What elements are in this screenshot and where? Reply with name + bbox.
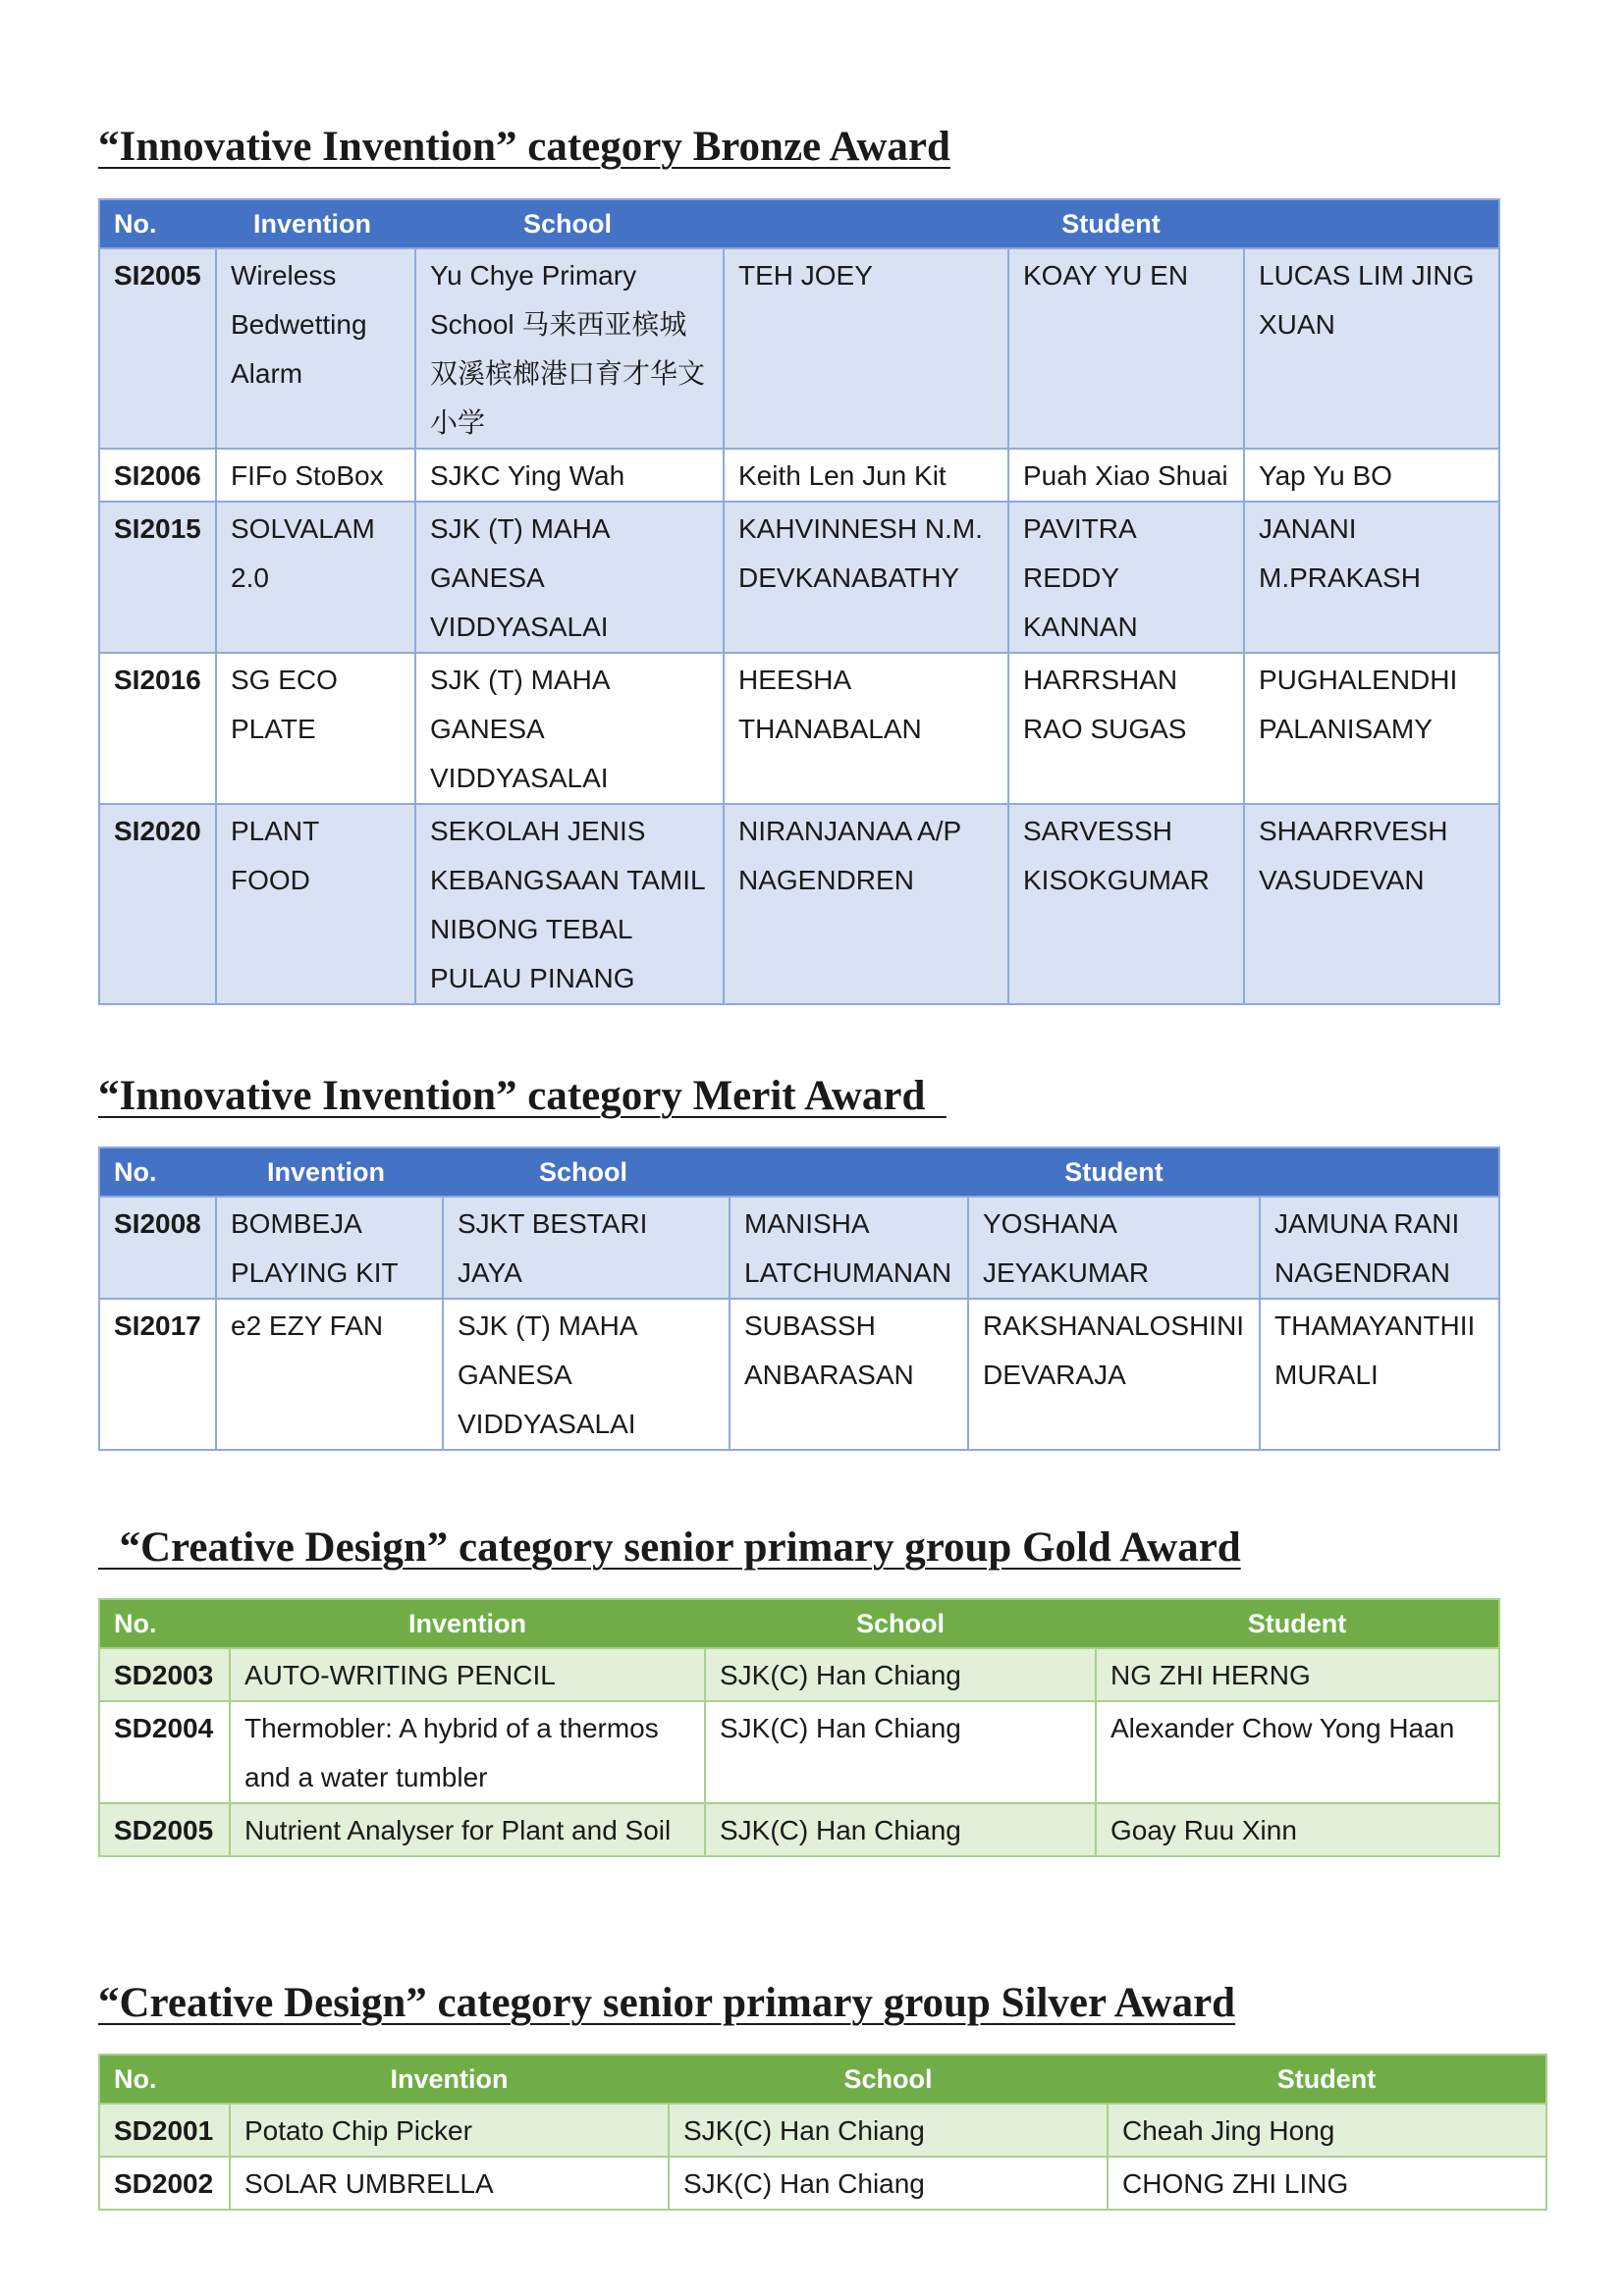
entry-number: SI2017 — [99, 1299, 216, 1450]
invention-name: FIFo StoBox — [216, 449, 415, 502]
header-invention: Invention — [216, 1148, 443, 1197]
entry-number: SI2005 — [99, 248, 216, 449]
merit-award-table — [98, 1147, 1500, 1451]
header-invention: Invention — [230, 2055, 669, 2104]
school-name: Yu Chye Primary School 马来西亚槟城双溪槟榔港口育才华文小学 — [415, 248, 724, 449]
table-row — [99, 1299, 1499, 1450]
silver-award-heading: “Creative Design” category senior primary group Silver Award — [98, 1980, 1236, 2026]
school-name: SJK (T) MAHA GANESA VIDDYASALAI — [443, 1299, 730, 1450]
header-invention: Invention — [216, 199, 415, 248]
student-name: Yap Yu BO — [1244, 449, 1499, 502]
student-name: SHAARRVESH VASUDEVAN — [1244, 804, 1499, 1004]
bronze-award-table — [98, 198, 1500, 1005]
entry-number: SD2002 — [99, 2157, 230, 2210]
header-school: School — [705, 1599, 1096, 1648]
table-row — [99, 248, 1499, 449]
school-name: SJK(C) Han Chiang — [705, 1648, 1096, 1701]
invention-name: AUTO-WRITING PENCIL — [230, 1648, 705, 1701]
invention-name: Potato Chip Picker — [230, 2104, 669, 2157]
student-name: Puah Xiao Shuai — [1008, 449, 1244, 502]
table-row — [99, 2157, 1546, 2210]
header-no: No. — [99, 1148, 216, 1197]
gold-section — [98, 1522, 1241, 1574]
student-name: Keith Len Jun Kit — [724, 449, 1008, 502]
header-no: No. — [99, 1599, 230, 1648]
merit-award-heading: “Innovative Invention” category Merit Award — [98, 1073, 947, 1119]
invention-name: SG ECO PLATE — [216, 653, 415, 804]
entry-number: SI2015 — [99, 502, 216, 653]
gold-award-heading: “Creative Design” category senior primary group Gold Award — [98, 1524, 1241, 1571]
school-name: SEKOLAH JENIS KEBANGSAAN TAMIL NIBONG TEBAL PULAU PINANG — [415, 804, 724, 1004]
invention-name: BOMBEJA PLAYING KIT — [216, 1197, 443, 1299]
student-name: Cheah Jing Hong — [1108, 2104, 1546, 2157]
student-name: HARRSHAN RAO SUGAS — [1008, 653, 1244, 804]
header-invention: Invention — [230, 1599, 705, 1648]
school-name: SJK (T) MAHA GANESA VIDDYASALAI — [415, 502, 724, 653]
bronze-section — [98, 122, 950, 173]
header-student: Student — [724, 199, 1499, 248]
student-name: KOAY YU EN — [1008, 248, 1244, 449]
student-name: LUCAS LIM JING XUAN — [1244, 248, 1499, 449]
table-row — [99, 1648, 1499, 1701]
student-name: Goay Ruu Xinn — [1096, 1803, 1499, 1856]
table-header-row — [99, 199, 1499, 248]
student-name: HEESHA THANABALAN — [724, 653, 1008, 804]
student-name: NIRANJANAA A/P NAGENDREN — [724, 804, 1008, 1004]
table-header-row — [99, 1148, 1499, 1197]
student-name: MANISHA LATCHUMANAN — [730, 1197, 968, 1299]
entry-number: SD2001 — [99, 2104, 230, 2157]
entry-number: SI2006 — [99, 449, 216, 502]
student-name: Alexander Chow Yong Haan — [1096, 1701, 1499, 1803]
school-name: SJK(C) Han Chiang — [669, 2104, 1108, 2157]
invention-name: Nutrient Analyser for Plant and Soil — [230, 1803, 705, 1856]
header-no: No. — [99, 2055, 230, 2104]
table-row — [99, 804, 1499, 1004]
student-name: YOSHANA JEYAKUMAR — [968, 1197, 1260, 1299]
school-name: SJK(C) Han Chiang — [705, 1803, 1096, 1856]
student-name: JANANI M.PRAKASH — [1244, 502, 1499, 653]
entry-number: SI2008 — [99, 1197, 216, 1299]
table-row — [99, 502, 1499, 653]
student-name: THAMAYANTHII MURALI — [1260, 1299, 1499, 1450]
header-student: Student — [1096, 1599, 1499, 1648]
table-row — [99, 449, 1499, 502]
invention-name: SOLVALAM 2.0 — [216, 502, 415, 653]
invention-name: e2 EZY FAN — [216, 1299, 443, 1450]
school-name: SJKT BESTARI JAYA — [443, 1197, 730, 1299]
header-student: Student — [730, 1148, 1499, 1197]
student-name: KAHVINNESH N.M. DEVKANABATHY — [724, 502, 1008, 653]
table-row — [99, 2104, 1546, 2157]
table-header-row — [99, 2055, 1546, 2104]
header-no: No. — [99, 199, 216, 248]
silver-award-table — [98, 2054, 1547, 2211]
entry-number: SD2005 — [99, 1803, 230, 1856]
table-row — [99, 653, 1499, 804]
merit-section — [98, 1071, 947, 1122]
table-header-row — [99, 1599, 1499, 1648]
school-name: SJK(C) Han Chiang — [705, 1701, 1096, 1803]
gold-award-table — [98, 1598, 1500, 1857]
student-name: PAVITRA REDDY KANNAN — [1008, 502, 1244, 653]
student-name: CHONG ZHI LING — [1108, 2157, 1546, 2210]
invention-name: PLANT FOOD — [216, 804, 415, 1004]
entry-number: SI2016 — [99, 653, 216, 804]
header-school: School — [443, 1148, 730, 1197]
table-row — [99, 1803, 1499, 1856]
student-name: NG ZHI HERNG — [1096, 1648, 1499, 1701]
school-name: SJK (T) MAHA GANESA VIDDYASALAI — [415, 653, 724, 804]
silver-section — [98, 1978, 1235, 2029]
entry-number: SD2003 — [99, 1648, 230, 1701]
student-name: TEH JOEY — [724, 248, 1008, 449]
school-name: SJK(C) Han Chiang — [669, 2157, 1108, 2210]
student-name: JAMUNA RANI NAGENDRAN — [1260, 1197, 1499, 1299]
invention-name: Thermobler: A hybrid of a thermos and a water tumbler — [230, 1701, 705, 1803]
header-student: Student — [1108, 2055, 1546, 2104]
entry-number: SI2020 — [99, 804, 216, 1004]
student-name: RAKSHANALOSHINI DEVARAJA — [968, 1299, 1260, 1450]
bronze-award-heading: “Innovative Invention” category Bronze Award — [98, 124, 950, 170]
table-row — [99, 1701, 1499, 1803]
header-school: School — [669, 2055, 1108, 2104]
student-name: SARVESSH KISOKGUMAR — [1008, 804, 1244, 1004]
student-name: SUBASSH ANBARASAN — [730, 1299, 968, 1450]
invention-name: SOLAR UMBRELLA — [230, 2157, 669, 2210]
school-name: SJKC Ying Wah — [415, 449, 724, 502]
header-school: School — [415, 199, 724, 248]
invention-name: Wireless Bedwetting Alarm — [216, 248, 415, 449]
student-name: PUGHALENDHI PALANISAMY — [1244, 653, 1499, 804]
entry-number: SD2004 — [99, 1701, 230, 1803]
table-row — [99, 1197, 1499, 1299]
